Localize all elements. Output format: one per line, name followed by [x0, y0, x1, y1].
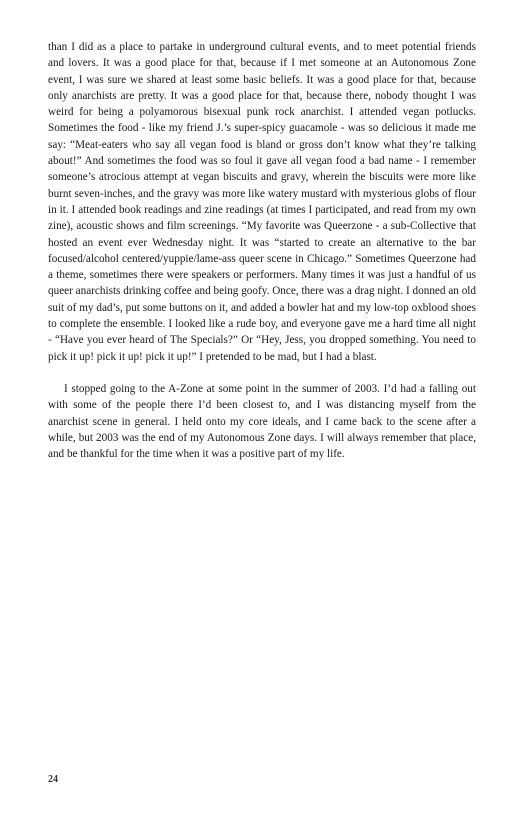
- paragraph: I stopped going to the A-Zone at some point in the summer of 2003. I’d had a falling out with some of the people there I’d been closest to, and I was distancing myself from the anarchist scene in general. I held onto my core ideals, and I came back to the scene after a while, but 2003 was the end of my Autonomous Zone days. I will always remember that place, and be thankful for the time when it was a positive part of my life.: [48, 382, 476, 461]
- page-number: 24: [48, 774, 58, 785]
- paragraph-continued: than I did as a place to partake in underground cultural events, and to meet potential friends and lovers. It was a good place for that, because if I met someone at an Autonomous Zone event, I was sure we shared at least some basic beliefs. It was a good place for that, because only anarchists are pretty. It was a good place for that, because there, nobody thought I was weird for being a polyamorous bisexual punk rock anarchist. I attended vegan potlucks. Sometimes the food - like my friend J.’s super-spicy guacamole - was so delicious it made me say: “Meat-eaters who say all vegan food is bland or gross don’t know what they’re talking about!” And sometimes the food was so foul it gave all vegan food a bad name - I remember someone’s atrocious attempt at vegan biscuits and gravy, wherein the biscuits were more like burnt seven-inches, and the gravy was more like watery mustard with mysterious globs of flour in it. I attended book readings and zine readings (at times I participated, and read from my own zine), acoustic shows and film screenings. “My favorite was Queerzone - a sub-Collective that hosted an event ever Wednesday night. It was “started to create an alternative to the bar focused/alcohol centered/yuppie/lame-ass queer scene in Chicago.” Sometimes Queerzone had a theme, sometimes there were speakers or performers. Many times it was just a handful of us queer anarchists drinking coffee and being goofy. Once, there was a drag night. I donned an old suit of my dad’s, put some buttons on it, and added a bowler hat and my low-top oxblood shoes to complete the ensemble. I looked like a rude boy, and everyone gave me a hard time all night - “Have you ever heard of The Specials?” Or “Hey, Jess, you dropped something. You need to pick it up! pick it up! pick it up!” I pretended to be mad, but I had a blast.: [48, 41, 476, 363]
- page-body: [48, 39, 476, 462]
